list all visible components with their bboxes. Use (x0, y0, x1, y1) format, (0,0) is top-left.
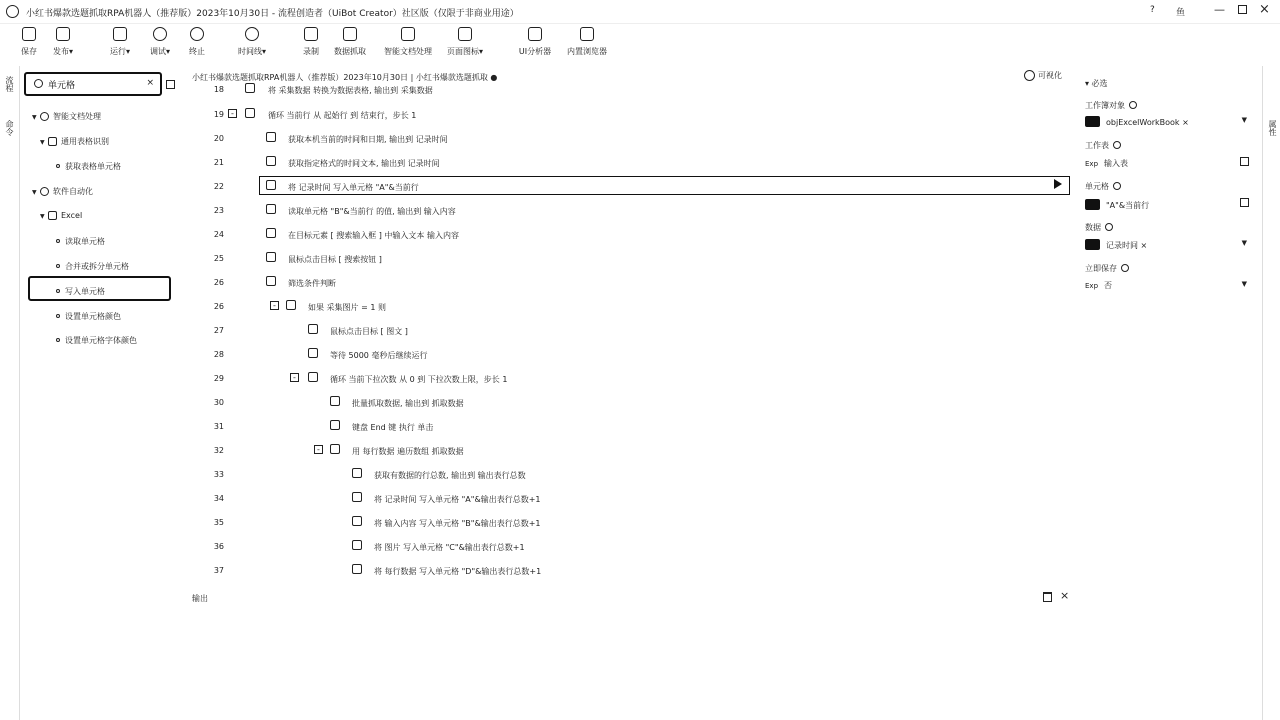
smart-doc-icon (40, 112, 49, 121)
workbook-field[interactable]: objExcelWorkBook × ▼ (1085, 116, 1255, 127)
command-icon (266, 132, 276, 142)
code-line[interactable]: 27 鼠标点击目标 [ 图文 ] (213, 326, 408, 336)
tree-item-get-cell[interactable]: 获取表格单元格 (56, 161, 121, 172)
cell-label: 单元格 (1085, 181, 1121, 192)
excel-icon (48, 211, 57, 220)
excel-icon (352, 468, 362, 478)
excel-icon (352, 492, 362, 502)
code-line[interactable]: 25 鼠标点击目标 [ 搜索按钮 ] (213, 254, 382, 264)
doc-icon (401, 27, 415, 41)
clear-search-icon[interactable]: × (146, 78, 154, 88)
bullet-icon (56, 314, 60, 318)
chevron-down-icon: ▼ (40, 213, 45, 220)
bullet-icon (56, 289, 60, 293)
excel-icon (352, 540, 362, 550)
stop-icon (190, 27, 204, 41)
bullet-icon (56, 164, 60, 168)
help-icon[interactable] (1113, 141, 1121, 149)
chevron-down-icon: ▼ (40, 139, 45, 146)
tab-flow[interactable]: 流程 (5, 76, 14, 92)
tree-item-read-cell[interactable]: 读取单元格 (56, 236, 105, 247)
bullet-icon (56, 338, 60, 342)
record-icon (304, 27, 318, 41)
code-line[interactable]: 19 - 循环 当前行 从 起始行 到 结束行，步长 1 (213, 109, 417, 120)
search-input[interactable] (48, 77, 144, 92)
debug-button[interactable]: 调试▾ (144, 27, 176, 61)
editor-tab-breadcrumb[interactable]: 小红书爆款选题抓取RPA机器人（推荐版）2023年10月30日 | 小红书爆款选题抓取 ● (192, 73, 498, 82)
window-title: 小红书爆款选题抓取RPA机器人（推荐版）2023年10月30日 - 流程创造者（UiBot Creator）社区版（仅限于非商业用途） (26, 9, 519, 19)
chevron-down-icon: ▼ (32, 114, 37, 121)
publish-button[interactable]: 发布▾ (48, 27, 78, 61)
data-field[interactable]: 记录时间 × ▼ (1085, 239, 1255, 251)
fold-toggle-icon[interactable]: - (314, 445, 323, 454)
code-line[interactable]: 35 将 输入内容 写入单元格 "B"&输出表行总数+1 (213, 518, 541, 528)
code-line[interactable]: 23 读取单元格 "B"&当前行 的值, 输出到 输入内容 (213, 206, 456, 216)
command-search-box[interactable] (24, 72, 162, 96)
code-line[interactable]: 37 将 每行数据 写入单元格 "D"&输出表行总数+1 (213, 566, 542, 576)
clock-icon (245, 27, 259, 41)
bullet-icon (56, 239, 60, 243)
code-line[interactable]: 29 - 循环 当前下拉次数 从 0 到 下拉次数上限，步长 1 (213, 373, 508, 384)
mouse-icon (266, 252, 276, 262)
code-line[interactable]: 24 在目标元素 [ 搜索输入框 ] 中输入文本 输入内容 (213, 230, 459, 240)
visual-mode-toggle[interactable]: 可视化 (1024, 70, 1062, 81)
fold-toggle-icon[interactable]: - (290, 373, 299, 382)
app-logo-icon (6, 5, 19, 18)
fold-toggle-icon[interactable]: - (228, 109, 237, 118)
properties-panel (1080, 66, 1260, 366)
data-grab-button[interactable]: 数据抓取 (330, 27, 370, 61)
software-icon (40, 187, 49, 196)
send-icon (56, 27, 70, 41)
sheet-field[interactable]: Exp 输入表 (1085, 158, 1255, 169)
keyboard-icon (266, 228, 276, 238)
comment-icon (266, 276, 276, 286)
tree-item-write-cell[interactable]: 写入单元格 (56, 286, 105, 297)
tab-properties[interactable]: 属性 (1268, 120, 1277, 136)
help-icon[interactable] (1105, 223, 1113, 231)
excel-icon (266, 180, 276, 190)
smart-doc-button[interactable]: 智能文档处理 (380, 27, 436, 61)
keyboard-icon (330, 420, 340, 430)
code-line[interactable]: 32 - 用 每行数据 遍历数组 抓取数据 (213, 445, 464, 456)
left-side-tabs (0, 66, 20, 720)
collapse-all-icon[interactable] (166, 80, 175, 89)
page-icon-button[interactable]: 页面图标▾ (444, 27, 486, 61)
immediate-save-field[interactable]: Exp 否 ▼ (1085, 280, 1247, 290)
chevron-down-icon[interactable]: ▼ (1241, 116, 1247, 124)
help-icon[interactable]: ? (1150, 5, 1155, 15)
loop-icon (330, 444, 340, 454)
mouse-icon (308, 324, 318, 334)
bug-icon (153, 27, 167, 41)
fold-toggle-icon[interactable]: - (270, 301, 279, 310)
tree-item-excel[interactable]: ▼ Excel (40, 211, 83, 220)
code-line-selected[interactable]: 22 将 记录时间 写入单元格 "A"&当前行 (213, 182, 419, 192)
immediate-save-label: 立即保存 (1085, 263, 1129, 274)
save-button[interactable]: 保存 (14, 27, 44, 61)
ui-analyzer-button[interactable]: UI分析器 (516, 27, 554, 61)
bullet-icon (56, 264, 60, 268)
excel-icon (352, 564, 362, 574)
run-icon (113, 27, 127, 41)
code-line[interactable]: 26 - 如果 采集图片 = 1 则 (213, 301, 386, 312)
variable-chip-icon (1085, 239, 1100, 250)
help-icon[interactable] (1113, 182, 1121, 190)
tree-item-set-cell-font-color[interactable]: 设置单元格字体颜色 (56, 335, 137, 346)
stop-button[interactable]: 终止 (182, 27, 212, 61)
tree-item-table-ocr[interactable]: ▼ 通用表格识别 (40, 137, 109, 146)
code-line[interactable]: 34 将 记录时间 写入单元格 "A"&输出表行总数+1 (213, 494, 541, 504)
tree-item-set-cell-color[interactable]: 设置单元格颜色 (56, 311, 121, 322)
table-icon (48, 137, 57, 146)
analyzer-icon (528, 27, 542, 41)
required-section-header[interactable]: ▾ 必选 (1085, 79, 1108, 88)
output-panel-title[interactable]: 输出 (192, 594, 208, 603)
chevron-down-icon: ▼ (32, 189, 37, 196)
command-icon (245, 83, 255, 93)
run-button[interactable]: 运行▾ (104, 27, 136, 61)
save-icon (22, 27, 36, 41)
timeline-button[interactable]: 时间线▾ (232, 27, 272, 61)
browser-icon (580, 27, 594, 41)
chevron-down-icon[interactable]: ▼ (1241, 280, 1247, 288)
code-line[interactable]: 36 将 图片 写入单元格 "C"&输出表行总数+1 (213, 542, 525, 552)
tree-item-smart-doc[interactable]: ▼ 智能文档处理 (32, 112, 101, 121)
close-output-button[interactable]: × (1060, 589, 1070, 602)
code-line[interactable]: 33 获取有数据的行总数, 输出到 输出表行总数 (213, 470, 526, 480)
record-button[interactable]: 录制 (296, 27, 326, 61)
edit-icon[interactable] (1240, 157, 1249, 166)
help-icon[interactable] (1121, 264, 1129, 272)
code-line[interactable]: 26 筛选条件判断 (213, 278, 336, 288)
condition-icon (286, 300, 296, 310)
title-bar (0, 0, 1280, 24)
trash-icon[interactable] (1043, 592, 1052, 602)
code-line[interactable]: 21 获取指定格式的时间文本, 输出到 记录时间 (213, 158, 440, 168)
chevron-down-icon[interactable]: ▼ (1241, 239, 1247, 247)
close-window-button[interactable]: × (1259, 2, 1270, 17)
tab-commands[interactable]: 命令 (5, 120, 14, 136)
loop-icon (245, 108, 255, 118)
maximize-button[interactable] (1238, 5, 1247, 14)
code-line[interactable]: 18 将 采集数据 转换为数据表格, 输出到 采集数据 (213, 85, 433, 95)
right-side-tabs (1262, 66, 1280, 720)
image-icon (458, 27, 472, 41)
sheet-label: 工作表 (1085, 140, 1121, 151)
loop-icon (308, 372, 318, 382)
data-label: 数据 (1085, 222, 1113, 233)
search-icon (34, 79, 43, 88)
variable-chip-icon (1085, 116, 1100, 127)
code-line[interactable]: 28 等待 5000 毫秒后继续运行 (213, 350, 428, 360)
variable-chip-icon (1085, 199, 1100, 210)
tree-item-software-auto[interactable]: ▼ 软件自动化 (32, 187, 93, 196)
code-line[interactable]: 31 键盘 End 键 执行 单击 (213, 422, 434, 432)
tree-item-merge-cells[interactable]: 合并或拆分单元格 (56, 261, 129, 272)
workbook-label: 工作簿对象 (1085, 100, 1137, 111)
builtin-browser-button[interactable]: 内置浏览器 (566, 27, 608, 61)
user-name[interactable]: 鱼 (1176, 8, 1186, 18)
excel-icon (266, 204, 276, 214)
wait-icon (308, 348, 318, 358)
grid-icon (343, 27, 357, 41)
command-icon (266, 156, 276, 166)
code-line[interactable]: 30 批量抓取数据, 输出到 抓取数据 (213, 398, 464, 408)
minimize-button[interactable]: — (1214, 3, 1225, 16)
cell-field[interactable]: "A"&当前行 (1085, 199, 1255, 211)
code-line[interactable]: 20 获取本机当前的时间和日期, 输出到 记录时间 (213, 134, 448, 144)
grab-icon (330, 396, 340, 406)
excel-icon (352, 516, 362, 526)
help-icon[interactable] (1129, 101, 1137, 109)
edit-icon[interactable] (1240, 198, 1249, 207)
